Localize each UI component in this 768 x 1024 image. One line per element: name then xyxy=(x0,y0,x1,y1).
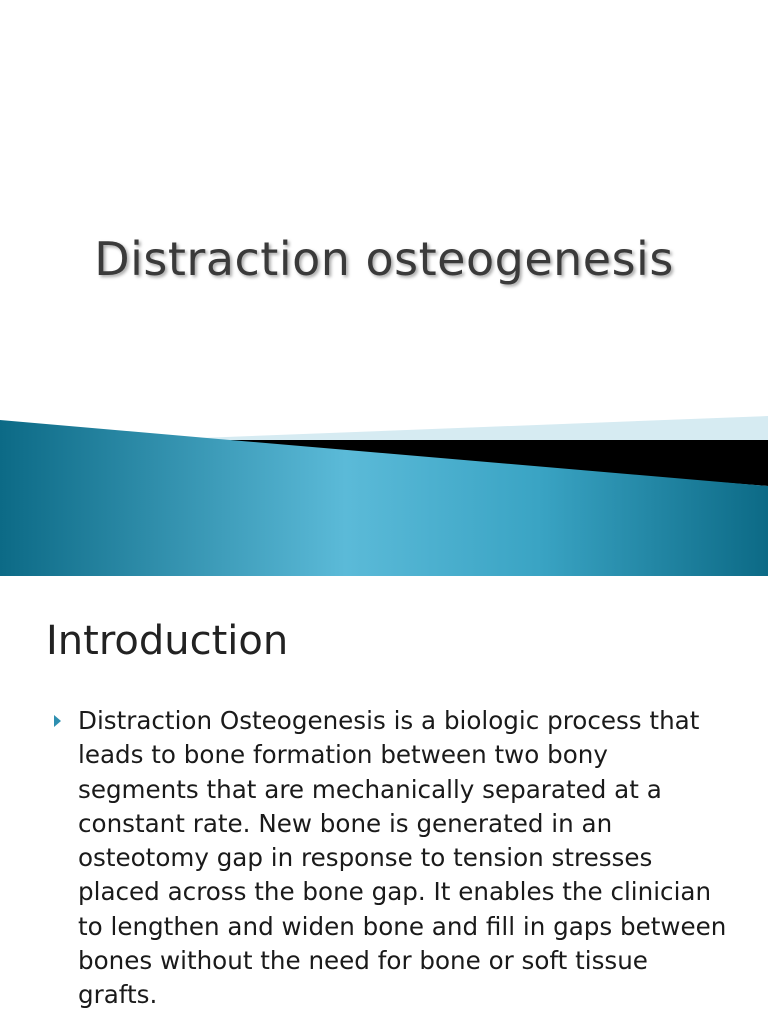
slide-title: Distraction osteogenesis xyxy=(94,232,674,286)
bullet-arrow-icon xyxy=(54,715,61,727)
content-slide xyxy=(0,576,768,1024)
list-item xyxy=(52,704,732,1013)
section-heading: Introduction xyxy=(46,618,289,664)
decorative-wave-band xyxy=(0,400,768,576)
bullet-list xyxy=(52,704,732,1013)
bullet-text: Distraction Osteogenesis is a biologic process that leads to bone formation between two bony segments that are mechanically separated at a constant rate. New bone is generated in an osteotomy gap in response to tension stresses placed across the bone gap. It enables the clinician to lengthen and widen bone and fill in gaps between bones without the need for bone or soft tissue grafts. xyxy=(78,706,727,1010)
light-stripe xyxy=(200,416,768,440)
